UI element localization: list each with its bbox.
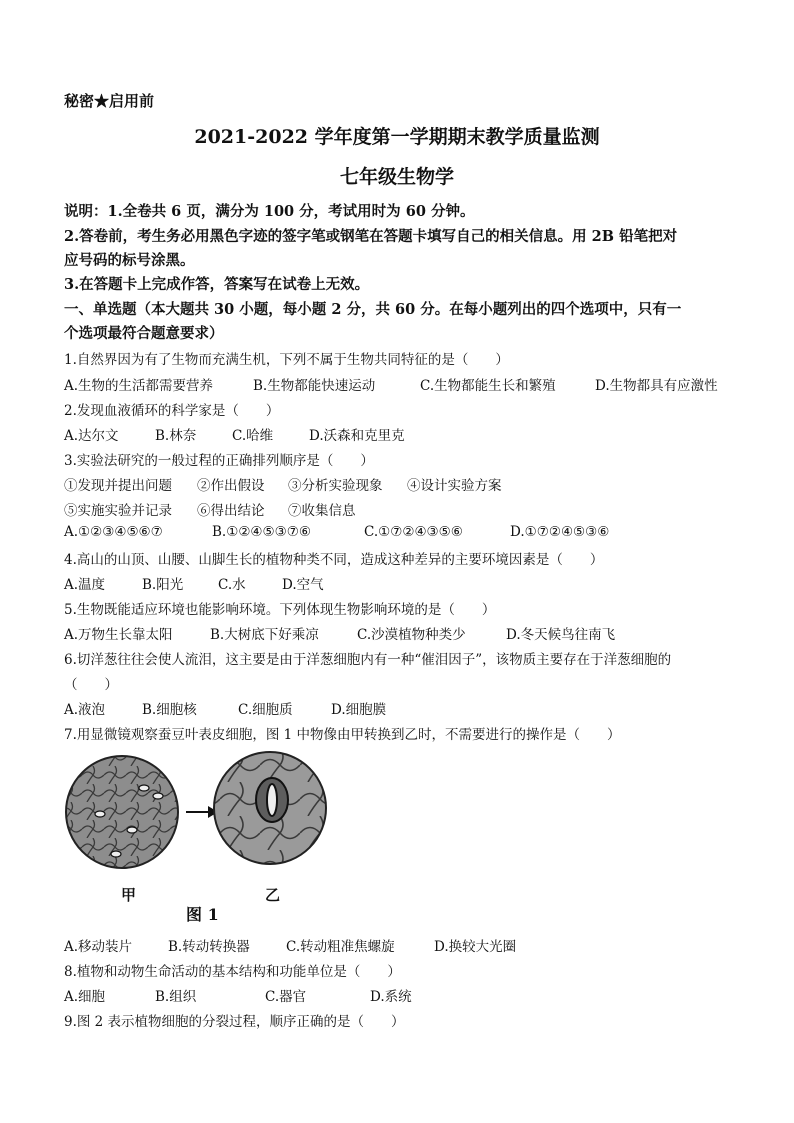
option: D.冬天候鸟往南飞 <box>506 627 616 643</box>
step-item: ④设计实验方案 <box>407 478 502 494</box>
option: D.系统 <box>370 989 412 1005</box>
question-stem: 4.高山的山顶、山腰、山脚生长的植物种类不同，造成这种差异的主要环境因素是（ ） <box>64 552 604 568</box>
instruction-line: 应号码的标号涂黑。 <box>64 252 195 269</box>
option: C.①⑦②④③⑤⑥ <box>364 524 463 540</box>
question-stem: 6.切洋葱往往会使人流泪，这主要是由于洋葱细胞内有一种“催泪因子”，该物质主要存在于洋葱细胞的 <box>64 652 672 668</box>
option: C.转动粗准焦螺旋 <box>286 939 395 955</box>
question-stem: 9.图 2 表示植物细胞的分裂过程，顺序正确的是（ ） <box>64 1014 405 1030</box>
option: A.万物生长靠太阳 <box>64 627 173 643</box>
step-item: ①发现并提出问题 <box>64 478 172 494</box>
option: D.细胞膜 <box>331 702 387 718</box>
option: B.细胞核 <box>142 702 197 718</box>
option: C.器官 <box>265 989 307 1005</box>
question-stem-cont: （ ） <box>64 677 118 693</box>
option: D.生物都具有应激性 <box>595 378 718 394</box>
figure-label-yi: 乙 <box>265 886 281 904</box>
option: B.转动转换器 <box>168 939 250 955</box>
section-heading: 一、单选题（本大题共 30 小题，每小题 2 分，共 60 分。在每小题列出的四个选项中，只有一 <box>64 301 682 318</box>
option: C.细胞质 <box>238 702 293 718</box>
step-item: ②作出假设 <box>197 478 265 494</box>
question-stem: 7.用显微镜观察蚕豆叶表皮细胞，图 1 中物像由甲转换到乙时，不需要进行的操作是（ ） <box>64 727 621 743</box>
option: B.大树底下好乘凉 <box>210 627 319 643</box>
option: A.达尔文 <box>64 428 119 444</box>
question-stem: 1.自然界因为有了生物而充满生机，下列不属于生物共同特征的是（ ） <box>64 352 509 368</box>
section-heading-cont: 个选项最符合题意要求） <box>64 325 224 342</box>
question-stem: 5.生物既能适应环境也能影响环境。下列体现生物影响环境的是（ ） <box>64 602 496 618</box>
figure-label-jia: 甲 <box>121 886 137 904</box>
option: D.①⑦②④⑤③⑥ <box>510 524 610 540</box>
step-item: ⑤实施实验并记录 <box>64 503 172 519</box>
option: A.生物的生活都需要营养 <box>64 378 214 394</box>
exam-title: 2021-2022 学年度第一学期期末教学质量监测 <box>194 126 600 148</box>
option: B.①②④⑤③⑦⑥ <box>212 524 311 540</box>
question-stem: 2.发现血液循环的科学家是（ ） <box>64 403 280 419</box>
option: C.水 <box>218 577 246 593</box>
step-item: ③分析实验现象 <box>288 478 383 494</box>
option: A.液泡 <box>64 702 106 718</box>
instruction-line: 说明：1.全卷共 6 页，满分为 100 分，考试用时为 60 分钟。 <box>64 203 475 220</box>
option: B.组织 <box>155 989 197 1005</box>
option: B.林奈 <box>155 428 197 444</box>
option: D.换较大光圈 <box>434 939 517 955</box>
figure-1-microscope-views <box>60 748 350 908</box>
secret-label: 秘密★启用前 <box>64 92 155 110</box>
option: C.沙漠植物种类少 <box>357 627 466 643</box>
option: D.沃森和克里克 <box>309 428 405 444</box>
stoma-large <box>256 778 288 822</box>
exam-subtitle: 七年级生物学 <box>339 166 454 188</box>
question-stem: 8.植物和动物生命活动的基本结构和功能单位是（ ） <box>64 964 401 980</box>
option: A.细胞 <box>64 989 106 1005</box>
step-item: ⑥得出结论 <box>197 503 265 519</box>
option: C.哈维 <box>232 428 274 444</box>
option: A.①②③④⑤⑥⑦ <box>64 524 163 540</box>
option: A.温度 <box>64 577 106 593</box>
question-stem: 3.实验法研究的一般过程的正确排列顺序是（ ） <box>64 453 374 469</box>
option: C.生物都能生长和繁殖 <box>420 378 556 394</box>
option: D.空气 <box>282 577 324 593</box>
instruction-line: 3.在答题卡上完成作答，答案写在试卷上无效。 <box>64 276 370 293</box>
option: B.生物都能快速运动 <box>253 378 376 394</box>
option: B.阳光 <box>142 577 184 593</box>
instruction-line: 2.答卷前，考生务必用黑色字迹的签字笔或钢笔在答题卡填写自己的相关信息。用 2B 铅笔把对 <box>64 228 678 245</box>
option: A.移动装片 <box>64 939 133 955</box>
figure-caption: 图 1 <box>186 905 219 924</box>
step-item: ⑦收集信息 <box>288 503 356 519</box>
